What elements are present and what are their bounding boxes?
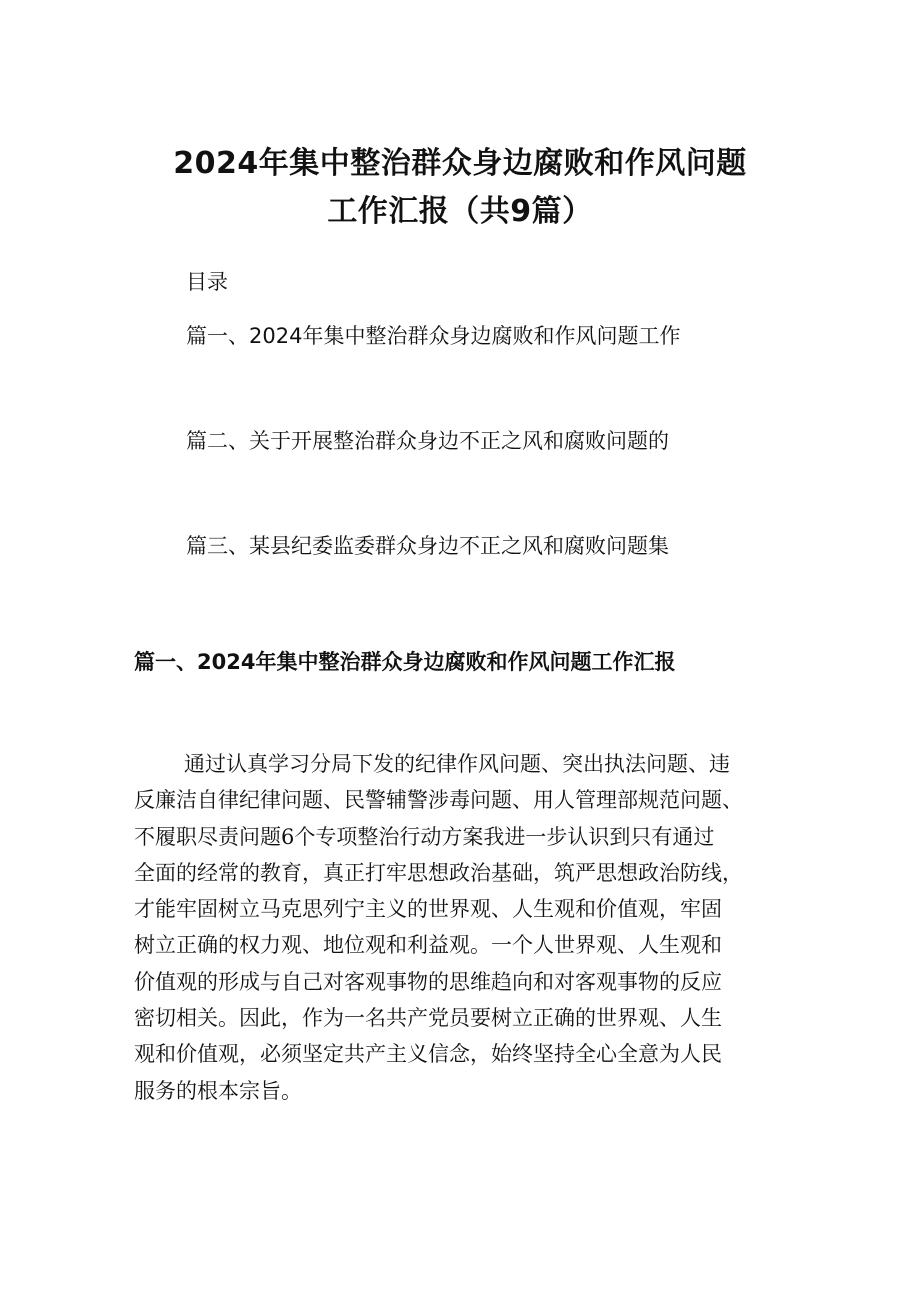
toc-item-3[interactable]: 篇三、某县纪委监委群众身边不正之风和腐败问题集 — [186, 534, 669, 558]
paragraph-line: 全面的经常的教育，真正打牢思想政治基础，筑严思想政治防线， — [134, 860, 743, 885]
paragraph-line: 树立正确的权力观、地位观和利益观。一个人世界观、人生观和 — [134, 933, 722, 958]
document-title-line-2: 工作汇报（共9篇） — [327, 194, 593, 229]
paragraph-line: 不履职尽责问题6个专项整治行动方案我进一步认识到只有通过 — [134, 824, 715, 849]
paragraph-line: 服务的根本宗旨。 — [134, 1078, 302, 1103]
paragraph-line: 才能牢固树立马克思列宁主义的世界观、人生观和价值观，牢固 — [134, 897, 722, 922]
section-heading: 篇一、2024年集中整治群众身边腐败和作风问题工作汇报 — [134, 650, 676, 674]
paragraph-line: 观和价值观，必须坚定共产主义信念，始终坚持全心全意为人民 — [134, 1042, 722, 1067]
body-paragraph — [134, 746, 798, 1109]
document-title-line-1: 2024年集中整治群众身边腐败和作风问题 — [173, 146, 747, 181]
paragraph-line: 反廉洁自律纪律问题、民警辅警涉毒问题、用人管理部规范问题、 — [134, 788, 743, 813]
paragraph-line: 通过认真学习分局下发的纪律作风问题、突出执法问题、违 — [184, 752, 730, 776]
toc-item-2[interactable]: 篇二、关于开展整治群众身边不正之风和腐败问题的 — [186, 429, 669, 453]
paragraph-line: 密切相关。因此，作为一名共产党员要树立正确的世界观、人生 — [134, 1006, 722, 1031]
toc-label: 目录 — [186, 270, 228, 294]
toc-item-1[interactable]: 篇一、2024年集中整治群众身边腐败和作风问题工作 — [186, 324, 681, 348]
paragraph-line: 价值观的形成与自己对客观事物的思维趋向和对客观事物的反应 — [134, 969, 722, 994]
